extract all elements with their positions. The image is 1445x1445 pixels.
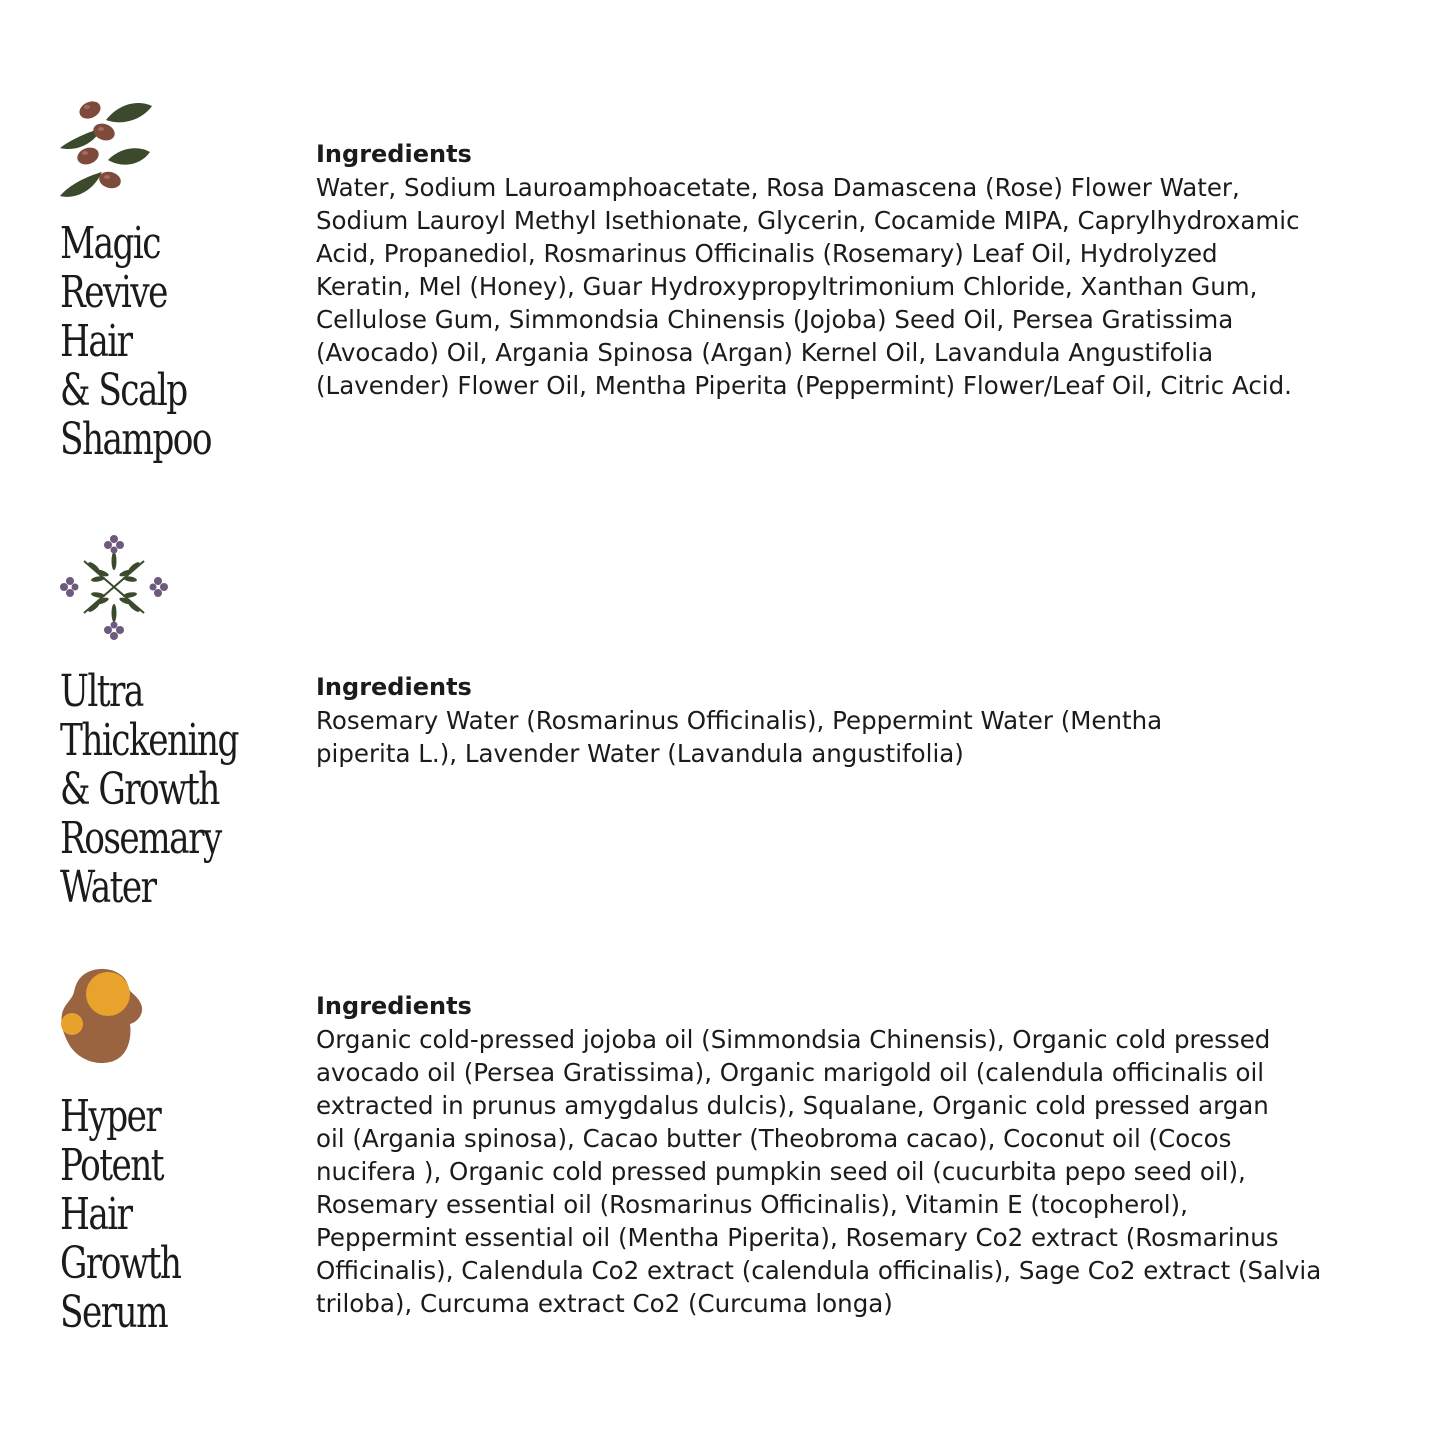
turmeric-root-icon [58,966,148,1066]
ingredients-heading: Ingredients [316,673,472,701]
rosemary-lavender-wreath-icon [58,533,170,641]
ingredients-heading: Ingredients [316,992,472,1020]
ingredients-heading: Ingredients [316,140,472,168]
ingredients-list: Rosemary Water (Rosmarinus Officinalis), Peppermint Water (Mentha piperita L.), Lavender Water (Lavandula angustifolia) [316,706,1163,768]
ingredients-block [316,138,1416,402]
ingredients-list: Water, Sodium Lauroamphoacetate, Rosa Damascena (Rose) Flower Water, Sodium Lauroyl Methyl Isethionate, Glycerin, Cocamide MIPA, Caprylhydroxamic Acid, Propanediol, Rosmarinus Officinalis (Rosemary) Leaf Oil, Hydrolyzed Keratin, Mel (Honey), Guar Hydroxypropyltrimonium Chloride, Xanthan Gum, Cellulose Gum, Simmondsia Chinensis (Jojoba) Seed Oil, Persea Gratissima (Avocado) Oil, Argania Spinosa (Argan) Kernel Oil, Lavandula Angustifolia (Lavender) Flower Oil, Mentha Piperita (Peppermint) Flower/Leaf Oil, Citric Acid. [316,173,1300,400]
ingredients-block [316,671,1416,770]
ingredients-block [316,990,1416,1320]
olive-branch-icon [58,96,154,202]
ingredients-list: Organic cold-pressed jojoba oil (Simmondsia Chinensis), Organic cold pressed avocado oil (Persea Gratissima), Organic marigold oil (calendula officinalis oil extracted in prunus amygdalus dulcis), Squalane, Organic cold pressed argan oil (Argania spinosa), Cacao butter (Theobroma cacao), Coconut oil (Cocos nucifera ), Organic cold pressed pumpkin seed oil (cucurbita pepo seed oil), Rosemary essential oil (Rosmarinus Officinalis), Vitamin E (tocopherol), Peppermint essential oil (Mentha Piperita), Rosemary Co2 extract (Rosmarinus Officinalis), Calendula Co2 extract (calendula officinalis), Sage Co2 extract (Salvia triloba), Curcuma extract Co2 (Curcuma longa) [316,1025,1322,1318]
product-title: Hyper Potent Hair Growth Serum [60,1091,181,1338]
product-title: Magic Revive Hair & Scalp Shampoo [60,218,212,465]
product-title: Ultra Thickening & Growth Rosemary Water [60,666,238,913]
